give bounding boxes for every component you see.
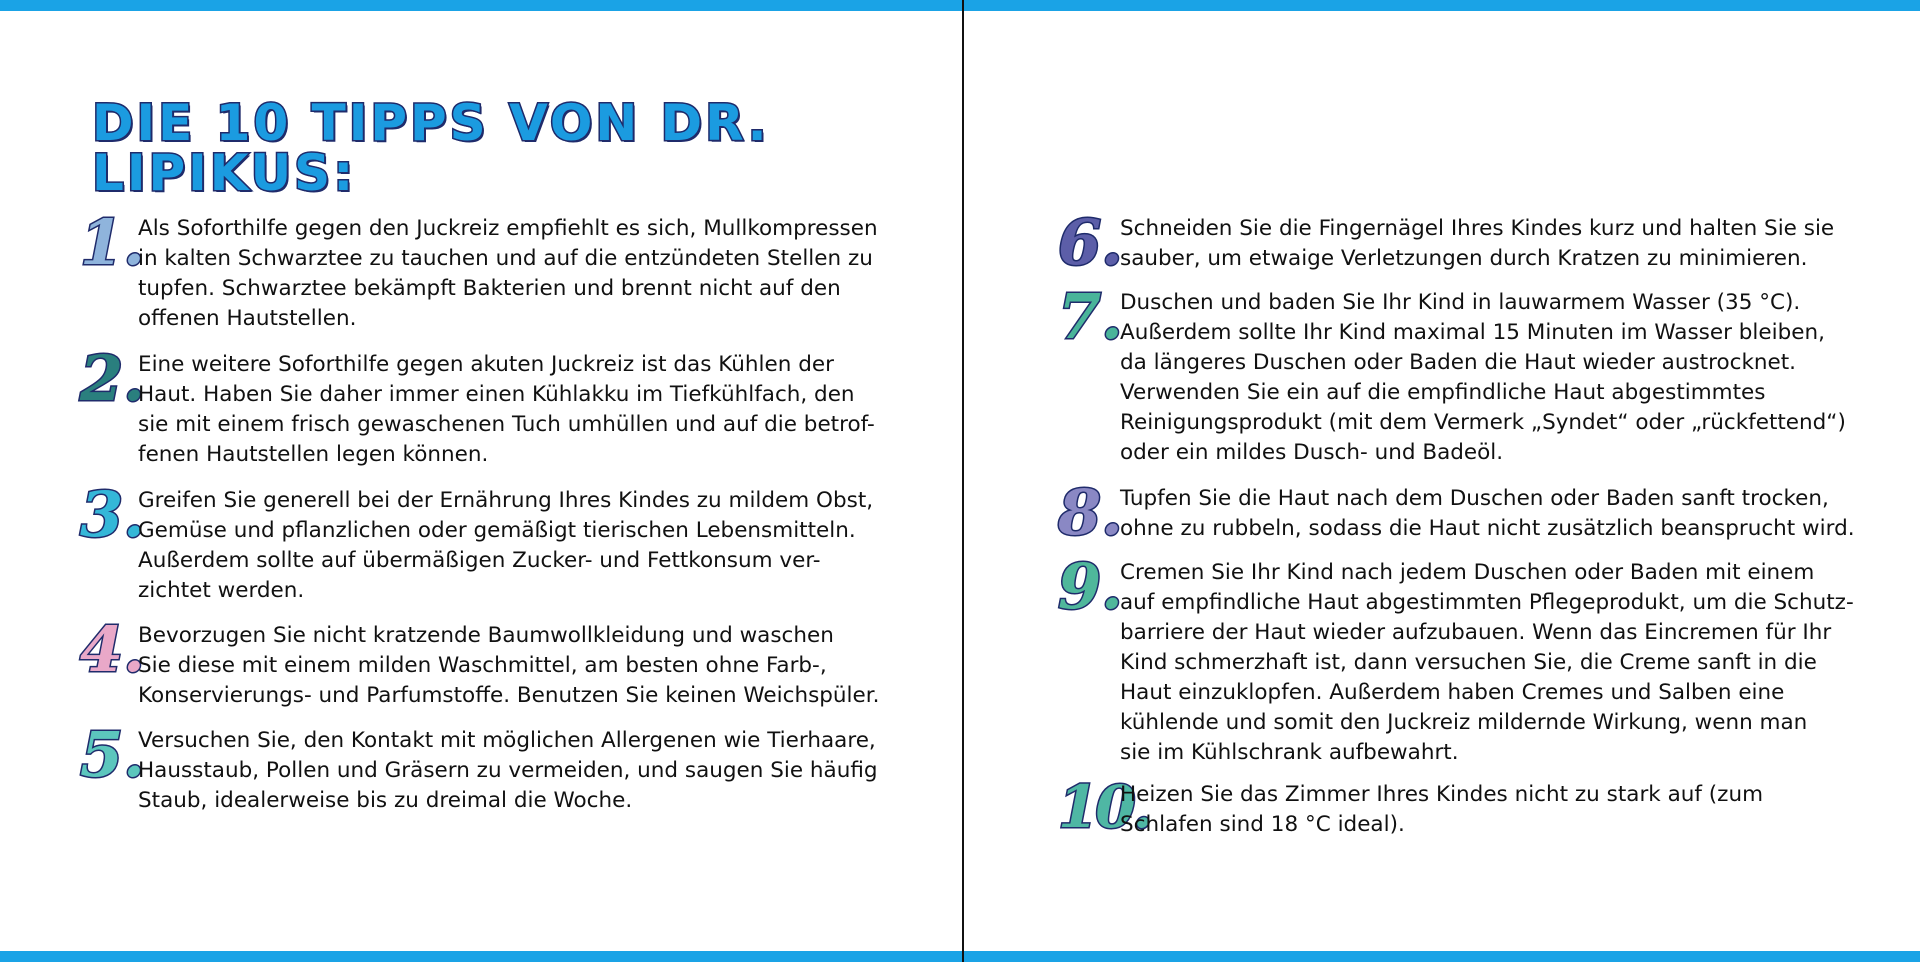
tip-text: Duschen und baden Sie Ihr Kind in lauwarmem Wasser (35 °C). Außerdem sollte Ihr Kind maximal 15 Minuten im Wasser bleiben, da längeres Duschen oder Baden die Haut wieder austrocknet. Verwenden Sie ein auf die empfindliche Haut abgestimmtes Reinigungsprodukt (mit dem Vermerk „Syndet“ oder „rückfettend“) oder ein mildes Dusch- und Badeöl. <box>1120 290 1846 465</box>
right-page <box>964 0 1920 962</box>
tip-number: 6. <box>1058 206 1123 279</box>
tip-text: Tupfen Sie die Haut nach dem Duschen oder Baden sanft trocken, ohne zu rubbeln, sodass die Haut nicht zusätzlich beansprucht wird. <box>1120 486 1855 541</box>
tip-number: 7. <box>1058 280 1123 353</box>
tip-number: 4. <box>80 613 145 686</box>
tip-number: 2. <box>80 342 145 415</box>
tip-number: 5. <box>80 718 145 791</box>
tip-7 <box>1058 280 1860 468</box>
tip-9 <box>1058 550 1860 768</box>
tip-text: Schneiden Sie die Fingernägel Ihres Kindes kurz und halten Sie sie sauber, um etwaige Verletzungen durch Kratzen zu minimieren. <box>1120 216 1835 271</box>
tip-text: Als Soforthilfe gegen den Juckreiz empfiehlt es sich, Mullkompressen in kalten Schwarztee zu tauchen und auf die entzündeten Stellen zu tupfen. Schwarztee bekämpft Bakterien und brennt nicht auf den offenen Hautstellen. <box>138 216 878 331</box>
tip-text: Eine weitere Soforthilfe gegen akuten Juckreiz ist das Kühlen der Haut. Haben Sie daher immer einen Kühlakku im Tiefkühlfach, den sie mit einem frisch gewaschenen Tuch umhüllen und auf die betrof- fenen Hautstellen legen können. <box>138 352 875 467</box>
tip-number: 9. <box>1058 550 1123 623</box>
tip-number: 1. <box>80 206 145 279</box>
page-title: DIE 10 TIPPS VON DR. LIPIKUS: <box>92 94 770 202</box>
tip-1 <box>80 206 918 334</box>
tip-number: 8. <box>1058 476 1123 549</box>
tip-number: 10. <box>1058 773 1150 841</box>
tip-text: Heizen Sie das Zimmer Ihres Kindes nicht zu stark auf (zum Schlafen sind 18 °C ideal). <box>1120 782 1764 837</box>
tip-text: Bevorzugen Sie nicht kratzende Baumwollkleidung und waschen Sie diese mit einem milden Waschmittel, am besten ohne Farb-, Konservierungs- und Parfumstoffe. Benutzen Sie keinen Weichspüler. <box>138 623 880 708</box>
tip-8 <box>1058 476 1860 549</box>
tip-text: Greifen Sie generell bei der Ernährung Ihres Kindes zu mildem Obst, Gemüse und pflanzlichen oder gemäßigt tierischen Lebensmitteln. Außerdem sollte auf übermäßigen Zucker- und Fettkonsum ver- zichtet werden. <box>138 488 874 603</box>
tip-text: Versuchen Sie, den Kontakt mit möglichen Allergenen wie Tierhaare, Hausstaub, Pollen und Gräsern zu vermeiden, und saugen Sie häufig Staub, idealerweise bis zu dreimal die Woche. <box>138 728 878 813</box>
tip-5 <box>80 718 918 816</box>
tip-4 <box>80 613 918 711</box>
tip-text: Cremen Sie Ihr Kind nach jedem Duschen oder Baden mit einem auf empfindliche Haut abgestimmten Pflegeprodukt, um die Schutz- barriere der Haut wieder aufzubauen. Wenn das Eincremen für Ihr Kind schmerzhaft ist, dann versuchen Sie, die Creme sanft in die Haut einzuklopfen. Außerdem haben Cremes und Salben eine kühlende und somit den Juckreiz mildernde Wirkung, wenn man sie im Kühlschrank aufbewahrt. <box>1120 560 1854 765</box>
tip-2 <box>80 342 918 470</box>
tip-number: 3. <box>80 478 145 551</box>
tip-10 <box>1058 773 1860 841</box>
tip-6 <box>1058 206 1860 279</box>
tip-3 <box>80 478 918 606</box>
